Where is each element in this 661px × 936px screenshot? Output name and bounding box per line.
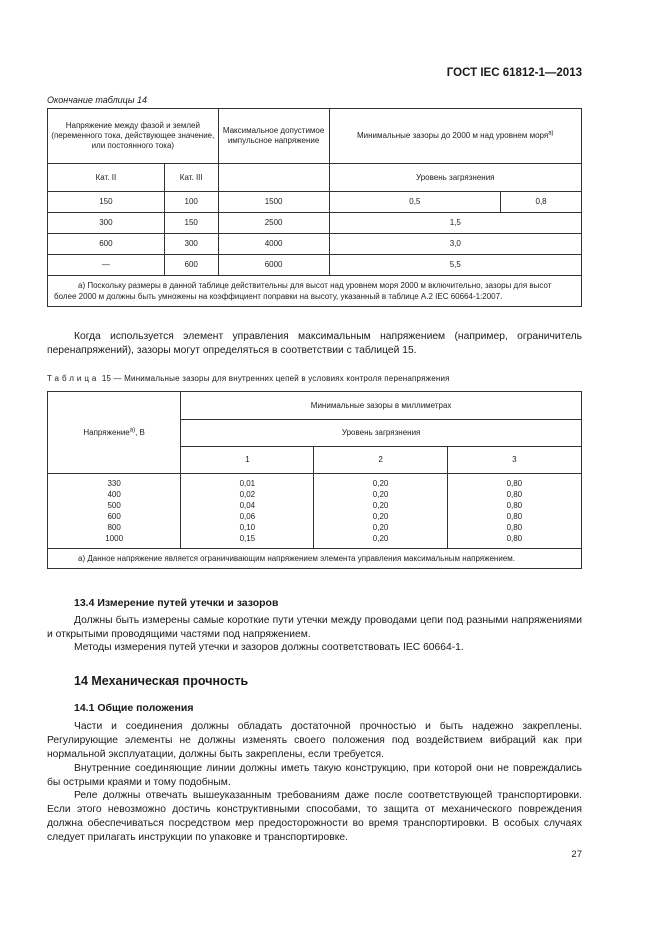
t15-head-voltage-unit: , В <box>135 427 145 437</box>
t15-head-voltage <box>48 392 181 474</box>
t15-level-1-values: 0,01 0,02 0,04 0,06 0,10 0,15 <box>181 474 314 549</box>
t14-cell: 6000 <box>218 255 329 276</box>
table-14-caption: Окончание таблицы 14 <box>47 95 147 105</box>
section-13-4-title: 13.4 Измерение путей утечки и зазоров <box>74 597 279 609</box>
t14-empty-cell <box>218 164 329 192</box>
t14-head-clearances <box>329 109 581 164</box>
t14-cell: 3,0 <box>329 234 581 255</box>
table-15-title-text: 15 — Минимальные зазоры для внутренних цепей в условиях контроля перенапряжения <box>101 374 450 383</box>
section-14-title: 14 Механическая прочность <box>74 674 249 688</box>
t14-cell: 600 <box>48 234 165 255</box>
t14-head-impulse: Максимальное допустимое импульсное напряжение <box>218 109 329 164</box>
t15-head-clearances: Минимальные зазоры в миллиметрах <box>181 392 582 420</box>
t14-cell: — <box>48 255 165 276</box>
t14-cell: 0,8 <box>501 192 582 213</box>
t15-head-voltage-text: Напряжение <box>83 427 130 437</box>
table-15-title <box>47 374 450 383</box>
t14-cell: 300 <box>48 213 165 234</box>
t15-head-footnote-mark: a) <box>129 426 136 433</box>
t14-footnote-mark: a) <box>78 281 86 290</box>
t14-cell: 150 <box>164 213 218 234</box>
t14-cell: 150 <box>48 192 165 213</box>
table-15 <box>47 391 582 569</box>
t14-cell: 5,5 <box>329 255 581 276</box>
table-row <box>48 213 582 234</box>
t14-cell: 2500 <box>218 213 329 234</box>
paragraph: Части и соединения должны обладать достаточной прочностью и быть надежно закреплены. Регулирующие элементы не должны изменять своего положения под воздействием вибраций как при нормальной эксплуатации, должны быть закреплены, если требуется. <box>47 721 582 760</box>
paragraph: Внутренние соединяющие линии должны иметь такую конструкцию, при которой они не повреждались бы острыми краями и тому подобным. <box>47 763 582 788</box>
t14-pollution-level: Уровень загрязнения <box>329 164 581 192</box>
paragraph: Когда используется элемент управления максимальным напряжением (например, ограничитель перенапряжений), зазоры могут определяться в соответствии с таблицей 15. <box>47 331 582 356</box>
table-15-title-word: Таблица <box>47 374 100 383</box>
table-row <box>48 255 582 276</box>
paragraph: Должны быть измерены самые короткие пути утечки между проводами цепи под разными напряжениями и открытыми проводящими частями под напряжением. <box>47 615 582 640</box>
t15-voltages: 330 400 500 600 800 1000 <box>48 474 181 549</box>
t15-level-2-values: 0,20 0,20 0,20 0,20 0,20 0,20 <box>314 474 447 549</box>
t15-head-pollution: Уровень загрязнения <box>181 420 582 447</box>
t14-cat2: Кат. II <box>48 164 165 192</box>
t14-cell: 300 <box>164 234 218 255</box>
t15-level-2: 2 <box>314 447 447 474</box>
t14-footnote-text: Поскольку размеры в данной таблице действительны для высот над уровнем моря 2000 м включительно, зазоры для высот более 2000 м должны быть умножены на коэффициент поправки на высоту, указанный в таблице А.2 IEC 60664-1:2007. <box>54 281 552 301</box>
t15-level-3: 3 <box>447 447 581 474</box>
document-header: ГОСТ IEC 61812-1—2013 <box>446 67 582 79</box>
paragraph: Методы измерения путей утечки и зазоров должны соответствовать IEC 60664-1. <box>74 642 464 653</box>
t14-head-clearances-text: Минимальные зазоры до 2000 м над уровнем моря <box>356 131 549 140</box>
t15-level-1: 1 <box>181 447 314 474</box>
t15-level-3-values: 0,80 0,80 0,80 0,80 0,80 0,80 <box>447 474 581 549</box>
t14-cell: 100 <box>164 192 218 213</box>
t14-cat3: Кат. III <box>164 164 218 192</box>
t14-cell: 4000 <box>218 234 329 255</box>
t14-cell: 1500 <box>218 192 329 213</box>
paragraph: Реле должны отвечать вышеуказанным требованиям даже после соответствующей транспортировки. Если этого невозможно достичь конструктивными способами, то защита от механического повреждения должна обеспечиваться посредством мер предосторожности во время транспортировки. В особых случаях следует прилагать инструкции по упаковке и транспортировке. <box>47 790 582 843</box>
t14-footnote <box>48 276 582 307</box>
t15-footnote-text: Данное напряжение является ограничивающим напряжением элемента управления максимальным напряжением. <box>87 554 515 563</box>
table-row <box>48 192 582 213</box>
t14-head-footnote-mark: a) <box>548 130 554 137</box>
table-14 <box>47 108 582 307</box>
t14-head-voltage: Напряжение между фазой и землей (переменного тока, действующее значение, или постоянного тока) <box>48 109 219 164</box>
t15-footnote <box>48 549 582 569</box>
table-row <box>48 234 582 255</box>
page-number: 27 <box>571 849 582 860</box>
t14-cell: 600 <box>164 255 218 276</box>
t15-footnote-mark: a) <box>78 554 86 563</box>
t14-cell: 1,5 <box>329 213 581 234</box>
t14-cell: 0,5 <box>329 192 501 213</box>
section-14-1-title: 14.1 Общие положения <box>74 702 194 714</box>
